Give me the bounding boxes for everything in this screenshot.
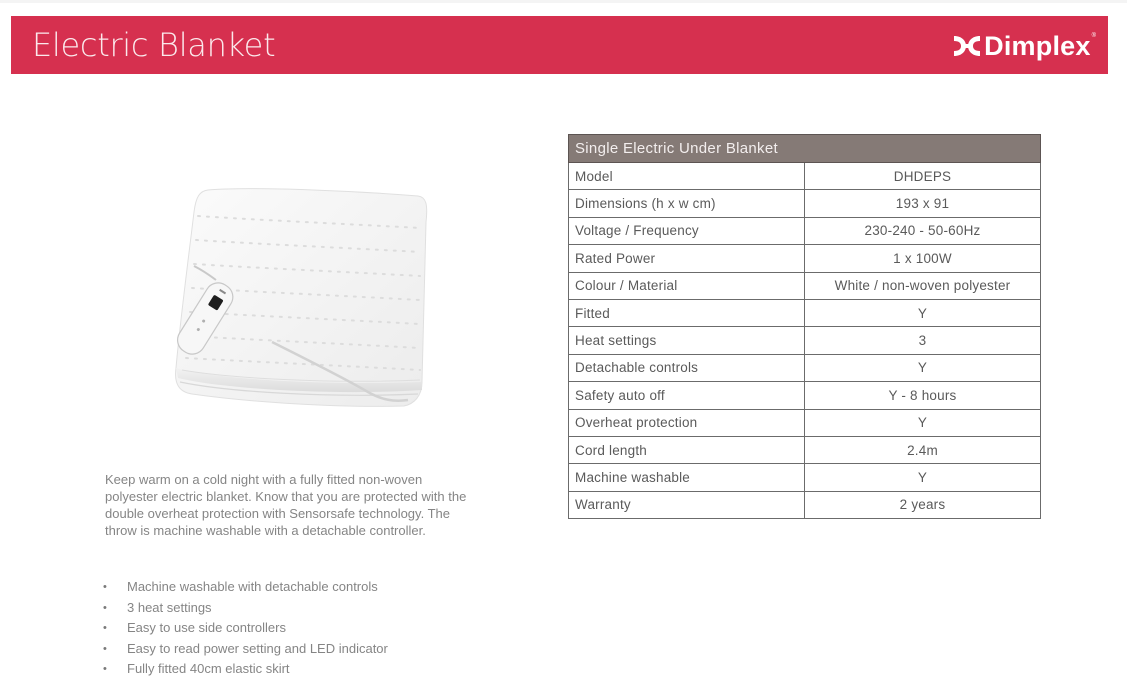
- spec-label: Model: [569, 163, 805, 190]
- spec-value: 2.4m: [805, 436, 1041, 463]
- spec-value: 1 x 100W: [805, 245, 1041, 272]
- feature-text: Fully fitted 40cm elastic skirt: [127, 661, 290, 676]
- spec-label: Overheat protection: [569, 409, 805, 436]
- bullet-icon: •: [103, 642, 107, 655]
- bullet-icon: •: [103, 601, 107, 614]
- spec-value: 3: [805, 327, 1041, 354]
- spec-value: DHDEPS: [805, 163, 1041, 190]
- registered-mark: ®: [1091, 33, 1096, 39]
- page-top-edge: [0, 0, 1127, 3]
- brand-name: Dimplex: [984, 31, 1091, 61]
- spec-label: Voltage / Frequency: [569, 217, 805, 244]
- spec-label: Detachable controls: [569, 354, 805, 381]
- spec-value: Y - 8 hours: [805, 382, 1041, 409]
- feature-item: [100, 577, 388, 598]
- spec-value: 193 x 91: [805, 190, 1041, 217]
- spec-table: [568, 134, 1041, 519]
- table-row: [569, 245, 1041, 272]
- bullet-icon: •: [103, 622, 107, 634]
- spec-value: Y: [805, 464, 1041, 491]
- bullet-icon: •: [103, 581, 107, 593]
- spec-label: Heat settings: [569, 327, 805, 354]
- table-row: [569, 163, 1041, 190]
- spec-table-title: Single Electric Under Blanket: [569, 135, 1041, 163]
- table-row: [569, 409, 1041, 436]
- table-row: [569, 299, 1041, 326]
- table-row: [569, 436, 1041, 463]
- table-row: [569, 491, 1041, 518]
- table-row: [569, 327, 1041, 354]
- table-row: [569, 190, 1041, 217]
- spec-value: 2 years: [805, 491, 1041, 518]
- feature-text: Easy to use side controllers: [127, 620, 286, 635]
- spec-value: Y: [805, 299, 1041, 326]
- product-image: [168, 182, 436, 414]
- product-description: Keep warm on a cold night with a fully fitted non-woven polyester electric blanket. Know that you are protected with the double overheat protection with Sensorsafe technology. The throw is machine washable with a detachable controller.: [105, 472, 467, 538]
- spec-value: Y: [805, 354, 1041, 381]
- spec-label: Warranty: [569, 491, 805, 518]
- table-row: [569, 217, 1041, 244]
- page-title: Electric Blanket: [32, 26, 276, 64]
- table-row: [569, 272, 1041, 299]
- table-row: [569, 382, 1041, 409]
- spec-value: 230-240 - 50-60Hz: [805, 217, 1041, 244]
- spec-value: Y: [805, 409, 1041, 436]
- spec-label: Machine washable: [569, 464, 805, 491]
- table-row: [569, 464, 1041, 491]
- feature-item: [100, 659, 388, 680]
- spec-label: Rated Power: [569, 245, 805, 272]
- feature-text: Machine washable with detachable controls: [127, 579, 378, 594]
- brand-logo: [952, 30, 1096, 62]
- spec-label: Safety auto off: [569, 382, 805, 409]
- spec-value: White / non-woven polyester: [805, 272, 1041, 299]
- feature-list: [100, 577, 388, 680]
- feature-text: 3 heat settings: [127, 599, 212, 615]
- feature-item: [100, 639, 388, 660]
- spec-label: Fitted: [569, 299, 805, 326]
- spec-label: Cord length: [569, 436, 805, 463]
- table-row: [569, 354, 1041, 381]
- dimplex-logo-icon: [952, 33, 982, 59]
- feature-text: Easy to read power setting and LED indicator: [127, 640, 388, 656]
- feature-item: [100, 598, 388, 619]
- spec-label: Colour / Material: [569, 272, 805, 299]
- feature-item: [100, 618, 388, 639]
- spec-label: Dimensions (h x w cm): [569, 190, 805, 217]
- spec-table-header-row: [569, 135, 1041, 163]
- header-bar: [11, 16, 1108, 74]
- bullet-icon: •: [103, 663, 107, 675]
